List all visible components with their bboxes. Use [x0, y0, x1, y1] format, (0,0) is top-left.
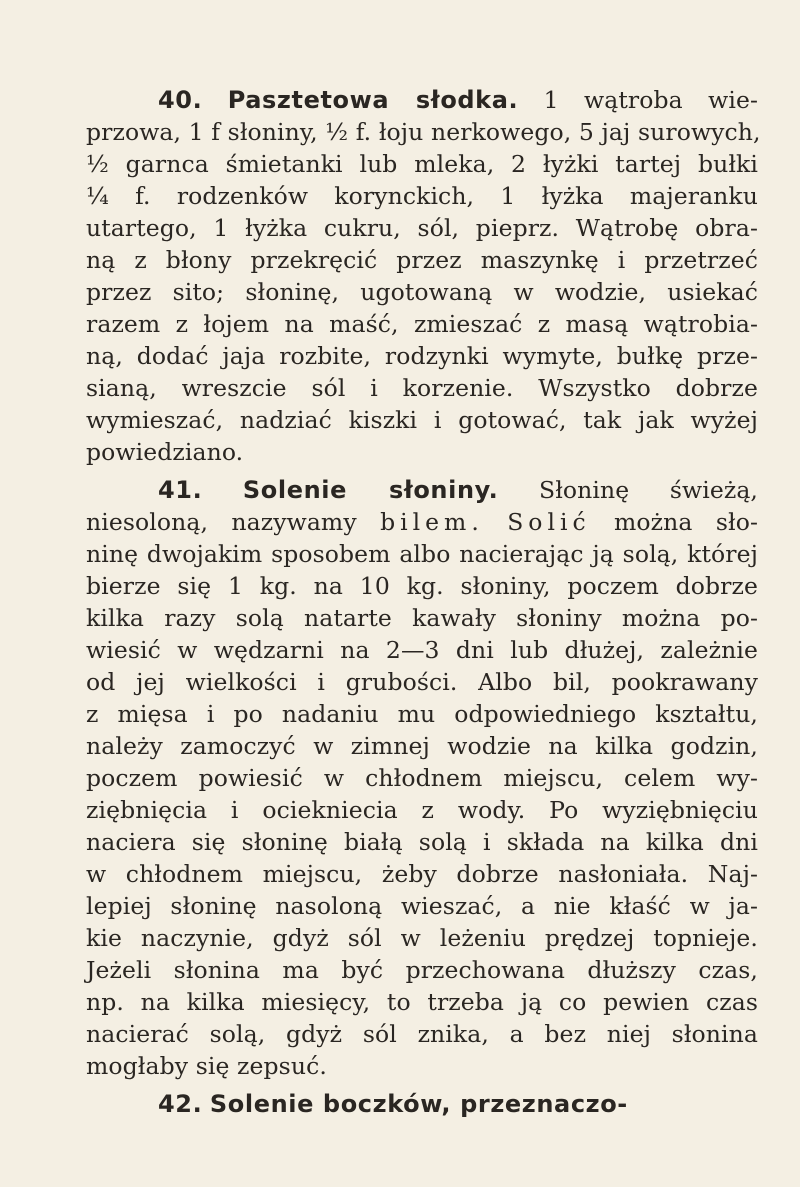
entry-41-line: kilka razy solą natarte kawały słoniny można po- [86, 604, 758, 632]
entry-41-line: nacierać solą, gdyż sól znika, a bez niej słonina [86, 1020, 758, 1048]
entry-41-line: bierze się 1 kg. na 10 kg. słoniny, poczem dobrze [86, 572, 758, 600]
entry-41-line-2 [86, 506, 758, 538]
entry-41-line: w chłodnem miejscu, żeby dobrze nasłoniała. Naj- [86, 860, 758, 888]
entry-40-line: powiedziano. [86, 438, 244, 466]
entry-41-line: mogłaby się zepsuć. [86, 1052, 327, 1080]
entry-41-line: naciera się słoninę białą solą i składa na kilka dni [86, 828, 758, 856]
entry-41-line: od jej wielkości i grubości. Albo bil, pookrawany [86, 668, 758, 696]
entry-41-title: Solenie słoniny. [242, 476, 499, 504]
entry-40-line: ną, dodać jaja rozbite, rodzynki wymyte, bułkę prze- [86, 342, 758, 370]
entry-41-line: ziębnięcia i ociekniecia z wody. Po wyziębnięciu [86, 796, 758, 824]
entry-40-line: sianą, wreszcie sól i korzenie. Wszystko dobrze [86, 374, 758, 402]
entry-41-text: niesoloną, nazywamy [86, 508, 357, 536]
entry-40-number: 40. [158, 86, 203, 114]
entry-41-line: np. na kilka miesięcy, to trzeba ją co pewien czas [86, 988, 758, 1016]
entry-41-spaced-term: bilem. [380, 508, 484, 536]
entry-41-line: należy zamoczyć w zimnej wodzie na kilka godzin, [86, 732, 758, 760]
entry-40-title: Pasztetowa słodka. [227, 86, 519, 114]
entry-41-spaced-term: Solić [507, 508, 591, 536]
entry-40-line: przowa, 1 f słoniny, ½ f. łoju nerkowego, 5 jaj surowych, [86, 118, 761, 146]
entry-40-line: przez sito; słoninę, ugotowaną w wodzie, usiekać [86, 278, 758, 306]
entry-42-title: Solenie boczków, przeznaczo- [209, 1090, 628, 1118]
entry-41-line: z mięsa i po nadaniu mu odpowiedniego kształtu, [86, 700, 758, 728]
entry-41-line: Jeżeli słonina ma być przechowana dłuższy czas, [86, 956, 758, 984]
entry-41-line: kie naczynie, gdyż sól w leżeniu prędzej topnieje. [86, 924, 758, 952]
entry-40-line: ną z błony przekręcić przez maszynkę i przetrzeć [86, 246, 758, 274]
entry-41-first-line-rest: Słoninę świeżą, [539, 476, 759, 504]
entry-40-line: ¼ f. rodzenków korynckich, 1 łyżka majeranku [86, 182, 758, 210]
entry-40-heading-line [86, 84, 758, 116]
entry-40-line: ½ garnca śmietanki lub mleka, 2 łyżki tartej bułki [86, 150, 758, 178]
entry-40-line: wymieszać, nadziać kiszki i gotować, tak jak wyżej [86, 406, 758, 434]
entry-41-text: można sło- [614, 508, 759, 536]
entry-42-heading-line [86, 1088, 758, 1120]
entry-40-line: razem z łojem na maść, zmieszać z masą wątrobia- [86, 310, 758, 338]
document-page [86, 84, 761, 1124]
entry-42-number: 42. [158, 1090, 203, 1118]
entry-41-heading-line [86, 474, 758, 506]
entry-40-line: utartego, 1 łyżka cukru, sól, pieprz. Wątrobę obra- [86, 214, 758, 242]
entry-41-line: ninę dwojakim sposobem albo nacierając ją solą, której [86, 540, 758, 568]
entry-41-line: lepiej słoninę nasoloną wieszać, a nie kłaść w ja- [86, 892, 758, 920]
entry-40-line-0: 1 wątroba wie- [543, 86, 759, 114]
entry-41-line: poczem powiesić w chłodnem miejscu, celem wy- [86, 764, 758, 792]
entry-41-number: 41. [158, 476, 203, 504]
entry-41-line: wiesić w wędzarni na 2—3 dni lub dłużej, zależnie [86, 636, 758, 664]
